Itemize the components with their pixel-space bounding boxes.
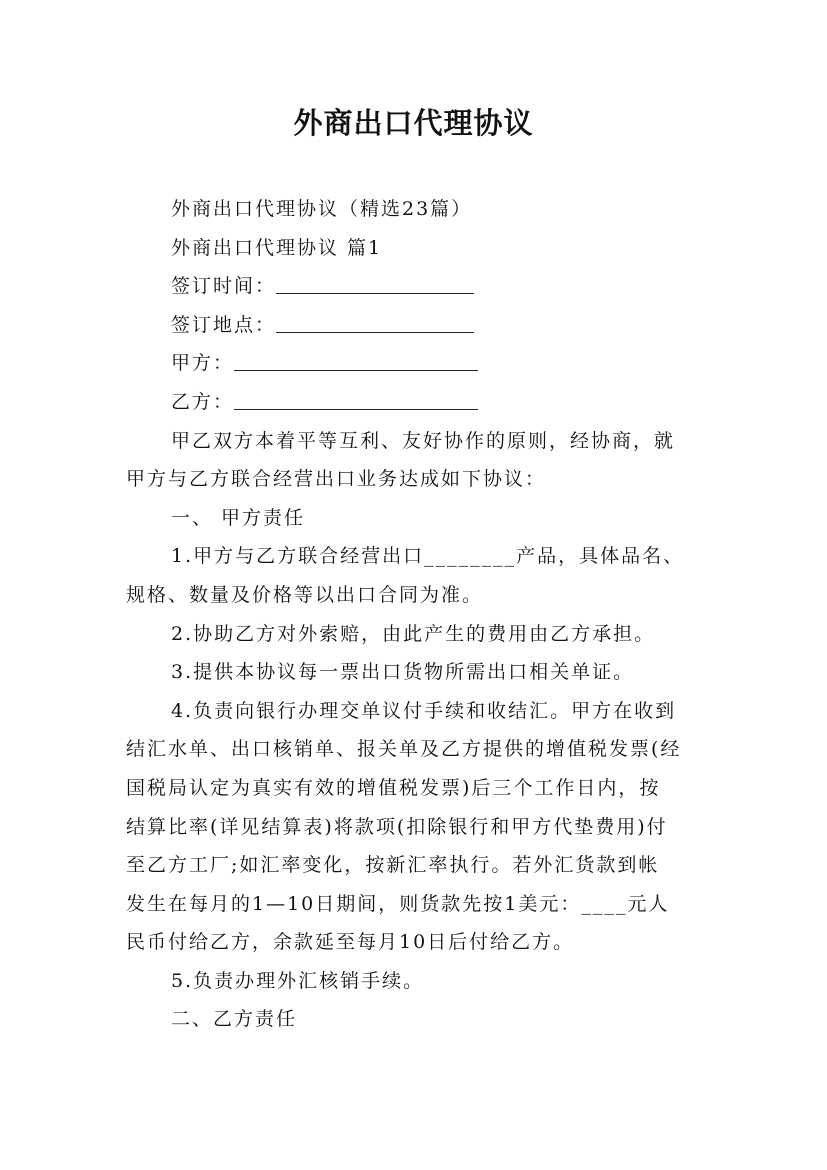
paragraph-line: [126, 769, 716, 808]
paragraph-line: [126, 576, 716, 615]
line-text: 4.负责向银行办理交单议付手续和收结汇。甲方在收到: [171, 699, 677, 722]
line-label: 签订时间：: [171, 275, 277, 298]
paragraph-line: [126, 962, 716, 1001]
paragraph-line: [126, 923, 716, 962]
line-text: 二、乙方责任: [171, 1008, 298, 1031]
line-text: 甲乙双方本着平等互利、友好协作的原则，经协商，就: [171, 429, 676, 452]
paragraph-line: [126, 422, 716, 461]
line-text: 外商出口代理协议 篇1: [171, 236, 383, 259]
line-label: 甲方：: [171, 352, 235, 375]
party-b-blank: [234, 390, 478, 410]
line-text: 一、 甲方责任: [171, 506, 306, 529]
line-text: 外商出口代理协议（精选23篇）: [171, 198, 473, 220]
sign-time-line: [126, 267, 716, 306]
party-a-blank: [234, 351, 478, 371]
paragraph-line: [126, 537, 716, 576]
paragraph-line: [126, 460, 716, 499]
line-text: 结汇水单、出口核销单、报关单及乙方提供的增值税发票(经: [126, 738, 682, 761]
line-text: 规格、数量及价格等以出口合同为准。: [126, 583, 484, 606]
line-text: 民币付给乙方，余款延至每月10日后付给乙方。: [126, 931, 575, 954]
line-label: 签订地点：: [171, 313, 277, 336]
party-a-line: [126, 344, 716, 383]
line-label: 乙方：: [171, 390, 235, 413]
document-body: [126, 190, 716, 1039]
paragraph-line: [126, 229, 716, 268]
paragraph-line: [126, 615, 716, 654]
party-b-line: [126, 383, 716, 422]
paragraph-line: [126, 692, 716, 731]
paragraph-line: [126, 808, 716, 847]
line-text: 3.提供本协议每一票出口货物所需出口相关单证。: [171, 661, 635, 684]
sign-place-blank: [276, 313, 474, 333]
paragraph-line: [126, 885, 716, 924]
paragraph-line: [126, 730, 716, 769]
paragraph-line: [126, 653, 716, 692]
document-title: 外商出口代理协议: [293, 106, 534, 140]
sign-place-line: [126, 306, 716, 345]
line-text: 至乙方工厂;如汇率变化，按新汇率执行。若外汇货款到帐: [126, 854, 660, 877]
section-heading: [126, 499, 716, 538]
line-text: 国税局认定为真实有效的增值税发票)后三个工作日内，按: [126, 776, 661, 799]
section-heading: [126, 1000, 716, 1039]
paragraph-line: [126, 846, 716, 885]
line-text: 2.协助乙方对外索赔，由此产生的费用由乙方承担。: [171, 622, 656, 645]
line-text: 甲方与乙方联合经营出口业务达成如下协议：: [126, 468, 547, 491]
sign-time-blank: [276, 274, 474, 294]
line-text: 5.负责办理外汇核销手续。: [171, 969, 425, 992]
line-text: 发生在每月的1—10日期间，则货款先按1美元：____元人: [126, 892, 670, 915]
line-text: 结算比率(详见结算表)将款项(扣除银行和甲方代垫费用)付: [126, 815, 668, 838]
line-text: 1.甲方与乙方联合经营出口________产品，具体品名、: [171, 545, 685, 568]
paragraph-line: [126, 190, 716, 229]
